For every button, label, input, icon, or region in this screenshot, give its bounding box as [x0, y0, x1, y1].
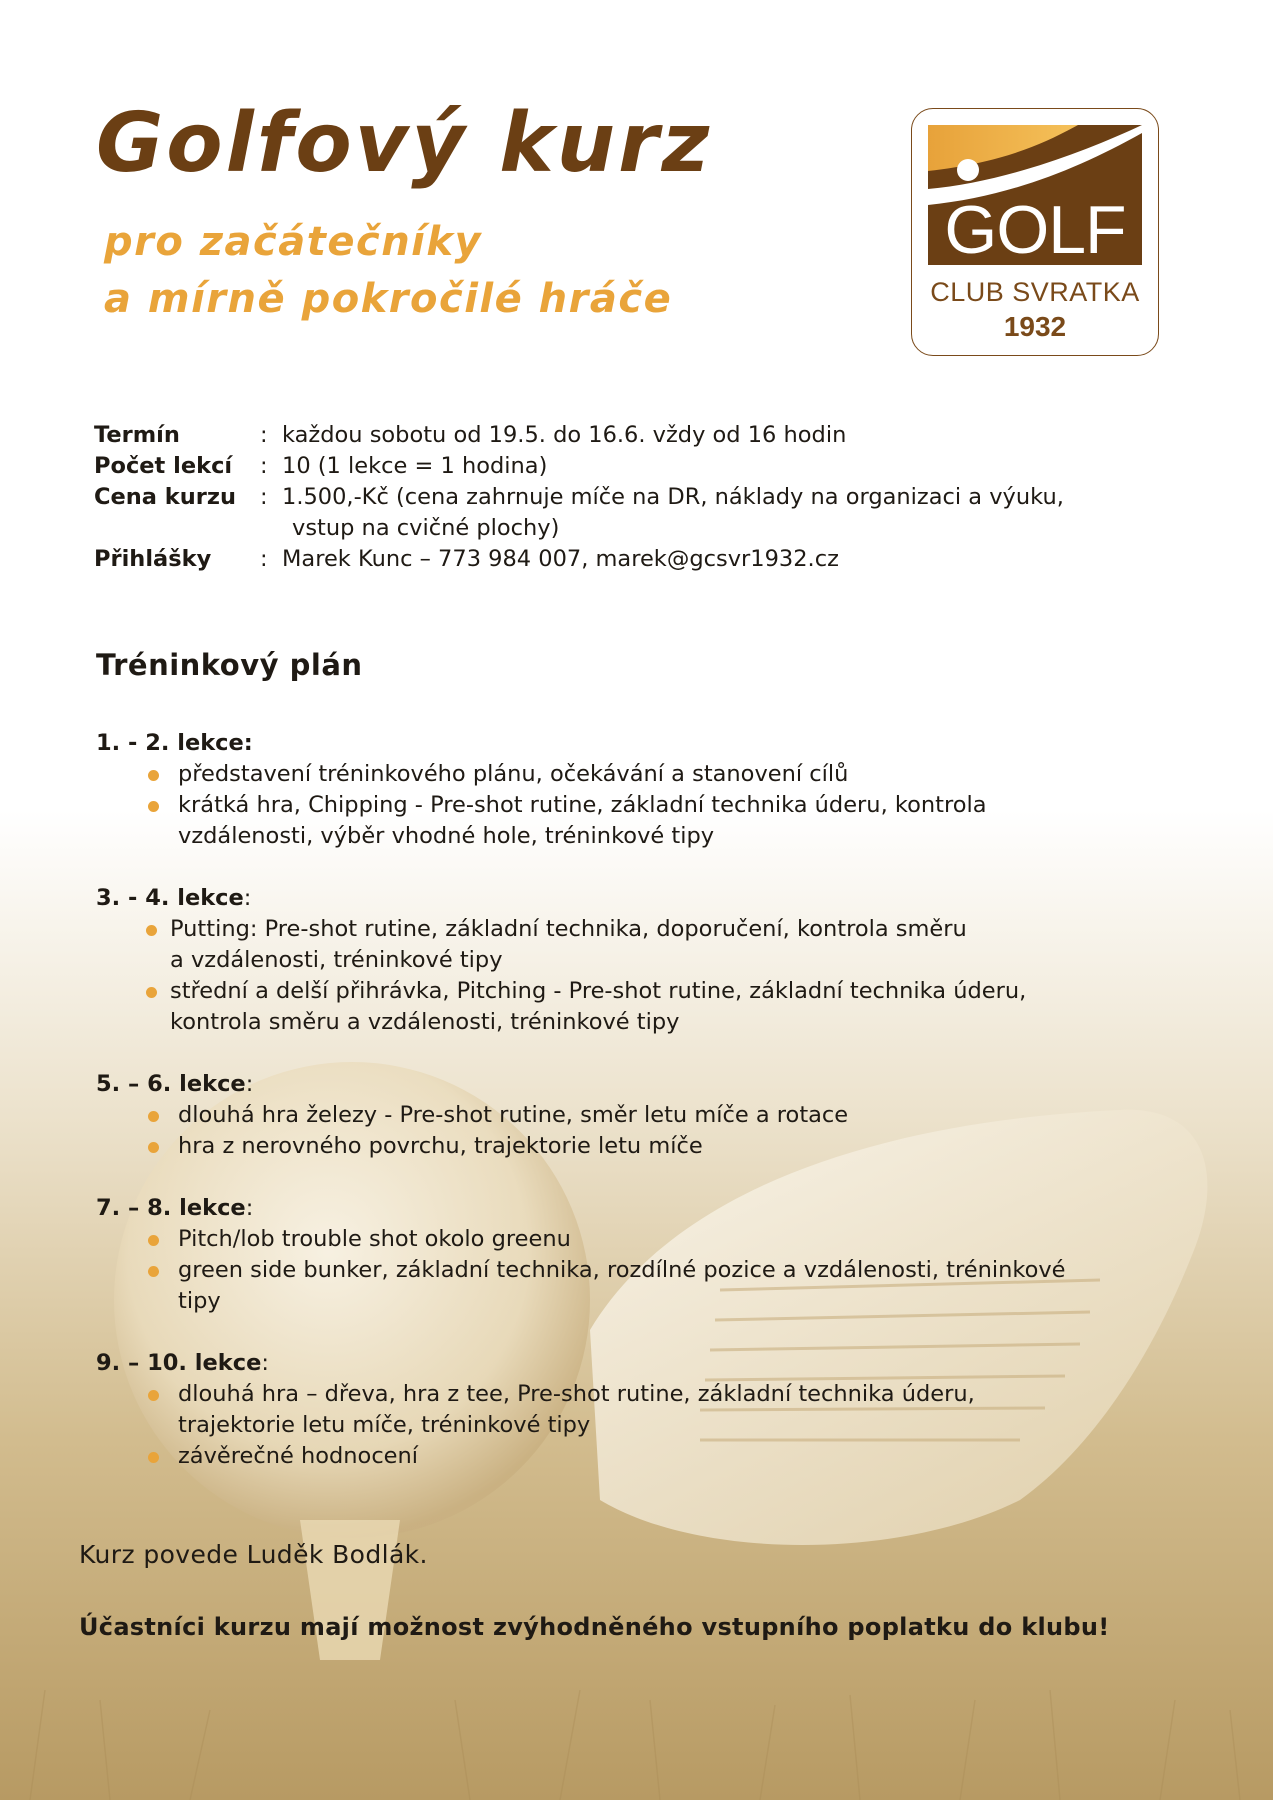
bullet-icon: [148, 1266, 159, 1277]
course-info: [94, 420, 1194, 575]
bullet-icon: [146, 925, 157, 936]
lesson-block-3: [96, 1069, 1196, 1162]
logo-club-name: CLUB SVRATKA: [930, 277, 1140, 307]
lesson-title: 5. – 6. lekce:: [96, 1071, 254, 1097]
page-title: Golfový kurz: [96, 96, 713, 191]
lesson-title: 3. - 4. lekce:: [96, 885, 252, 911]
membership-offer: Účastníci kurzu mají možnost zvýhodněného vstupního poplatku do klubu!: [79, 1613, 1110, 1641]
lesson-block-2: [96, 883, 1196, 1038]
info-label: Počet lekcí: [94, 453, 233, 479]
list-item: dlouhá hra – dřeva, hra z tee, Pre-shot rutine, základní technika úderu, trajektorie letu míče, tréninkové tipy: [178, 1379, 1196, 1441]
lesson-block-4: [96, 1193, 1196, 1317]
lesson-title: 9. – 10. lekce:: [96, 1350, 269, 1376]
list-item: Pitch/lob trouble shot okolo greenu: [178, 1224, 1196, 1255]
info-value-line-2: vstup na cvičné plochy): [292, 515, 560, 541]
instructor-note: Kurz povede Luděk Bodlák.: [79, 1540, 428, 1569]
training-plan: [96, 728, 1196, 1503]
info-label: Cena kurzu: [94, 484, 236, 510]
lesson-title: 7. – 8. lekce:: [96, 1195, 254, 1221]
contact-info: Marek Kunc – 773 984 007, marek@gcsvr1932.cz: [282, 546, 839, 572]
subtitle-line-2: a mírně pokročilé hráče: [104, 276, 673, 322]
logo-word: GOLF: [944, 192, 1126, 268]
list-item: Putting: Pre-shot rutine, základní technika, doporučení, kontrola směru a vzdálenosti, tréninkové tipy: [170, 914, 1196, 976]
golf-club-logo: [911, 108, 1159, 356]
info-row-registration: [94, 544, 1194, 575]
bullet-icon: [148, 1142, 159, 1153]
info-row-term: [94, 420, 1194, 451]
bullet-icon: [148, 770, 159, 781]
info-value: [282, 482, 1194, 544]
info-separator: :: [260, 484, 268, 510]
bullet-icon: [148, 1111, 159, 1122]
lesson-block-5: [96, 1348, 1196, 1472]
info-label: Přihlášky: [94, 546, 212, 572]
list-item: závěrečné hodnocení: [178, 1441, 1196, 1472]
bullet-icon: [146, 987, 157, 998]
list-item: krátká hra, Chipping - Pre-shot rutine, základní technika úderu, kontrola vzdálenosti, výběr vhodné hole, tréninkové tipy: [178, 790, 1196, 852]
logo-year: 1932: [1003, 311, 1067, 342]
bullet-icon: [148, 801, 159, 812]
subtitle-line-1: pro začátečníky: [104, 219, 483, 265]
info-row-price: [94, 482, 1194, 544]
list-item: hra z nerovného povrchu, trajektorie letu míče: [178, 1131, 1196, 1162]
info-separator: :: [260, 422, 268, 448]
training-plan-heading: Tréninkový plán: [96, 648, 363, 682]
lesson-block-1: [96, 728, 1196, 852]
bullet-icon: [148, 1452, 159, 1463]
list-item: dlouhá hra železy - Pre-shot rutine, směr letu míče a rotace: [178, 1100, 1196, 1131]
info-separator: :: [260, 546, 268, 572]
bullet-icon: [148, 1235, 159, 1246]
list-item: střední a delší přihrávka, Pitching - Pre-shot rutine, základní technika úderu, kontrola směru a vzdálenosti, tréninkové tipy: [170, 976, 1196, 1038]
info-value-line-1: 1.500,-Kč (cena zahrnuje míče na DR, náklady na organizaci a výuku,: [282, 484, 1064, 510]
lesson-title: 1. - 2. lekce:: [96, 730, 253, 756]
info-value: každou sobotu od 19.5. do 16.6. vždy od 16 hodin: [282, 422, 847, 448]
info-row-lessons: [94, 451, 1194, 482]
list-item: green side bunker, základní technika, rozdílné pozice a vzdálenosti, tréninkové tipy: [178, 1255, 1196, 1317]
info-separator: :: [260, 453, 268, 479]
info-value: 10 (1 lekce = 1 hodina): [282, 453, 548, 479]
info-label: Termín: [94, 422, 180, 448]
bullet-icon: [148, 1390, 159, 1401]
list-item: představení tréninkového plánu, očekávání a stanovení cílů: [178, 759, 1196, 790]
subtitle: [104, 214, 672, 328]
